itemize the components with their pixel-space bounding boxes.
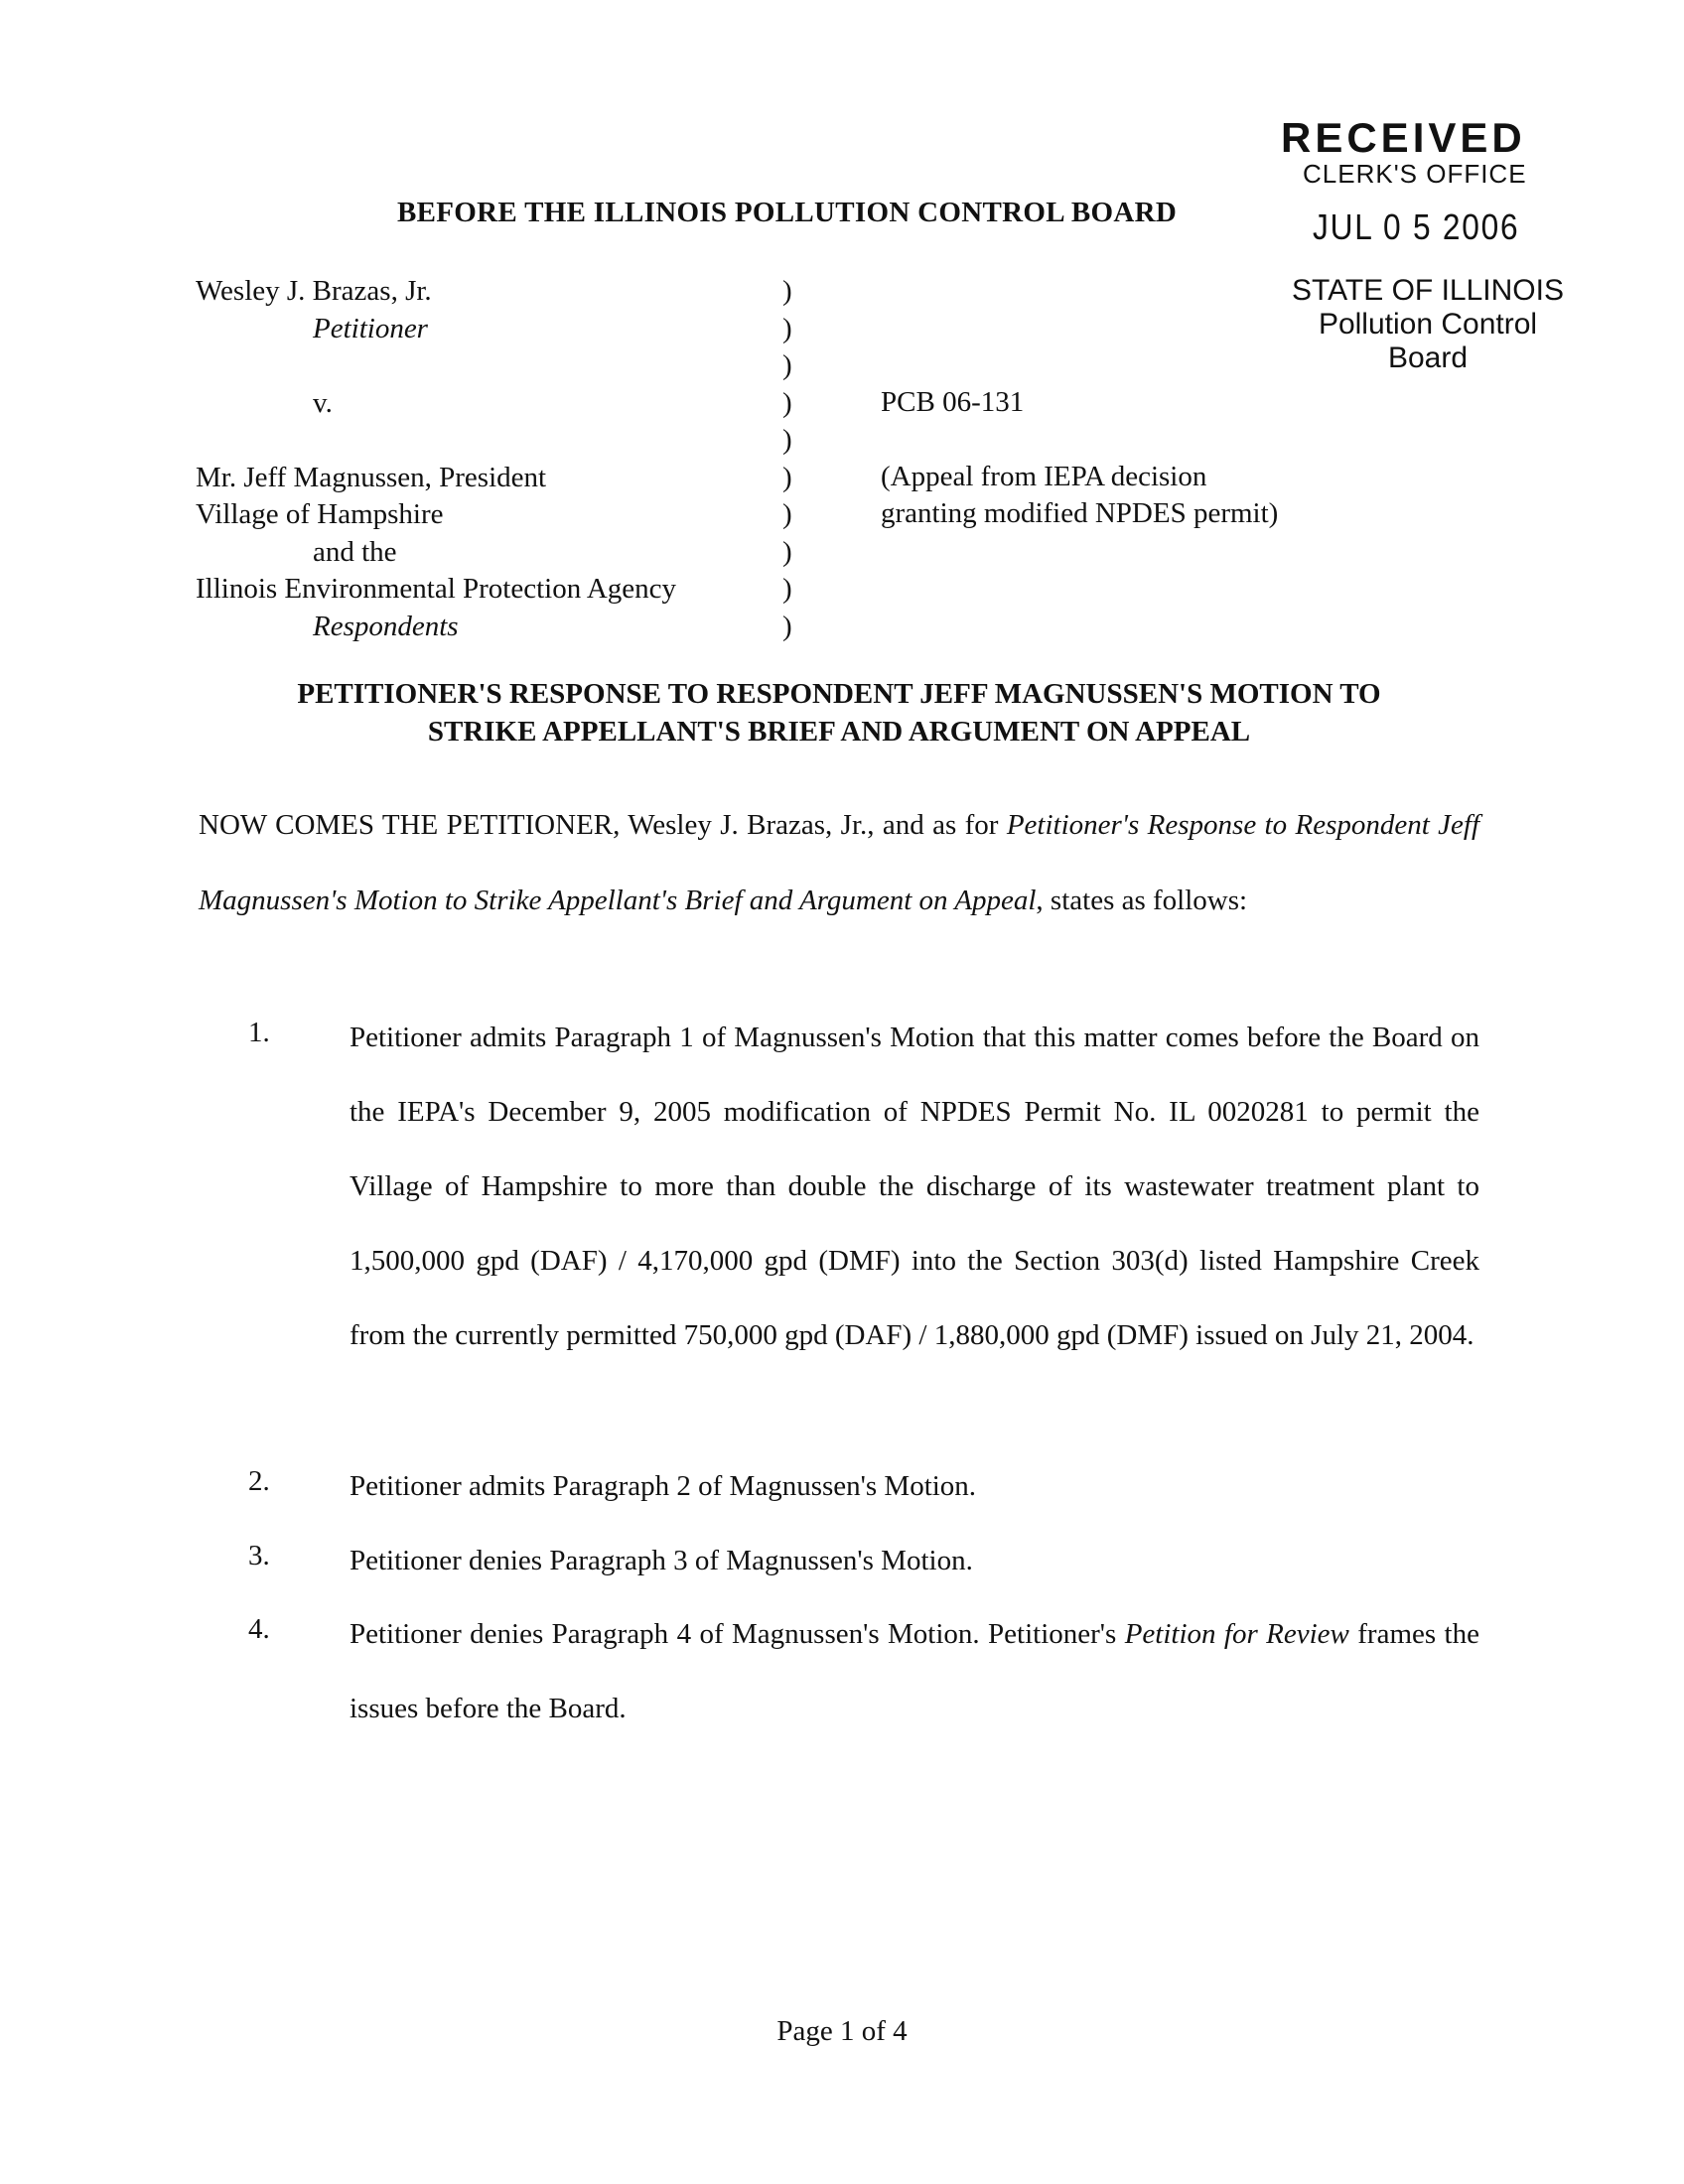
and-the: and the — [313, 535, 397, 568]
intro-text-end: , states as follows: — [1036, 885, 1248, 916]
received-stamp-title: RECEIVED — [1281, 114, 1526, 161]
paragraph-text — [350, 1597, 1479, 1746]
document-heading — [199, 675, 1479, 751]
respondent-magnussen: Mr. Jeff Magnussen, President — [196, 461, 547, 493]
paren: ) — [782, 386, 792, 419]
case-number: PCB 06-131 — [881, 386, 1025, 418]
paren: ) — [782, 349, 792, 381]
respondent-iepa: Illinois Environmental Protection Agency — [196, 573, 677, 605]
paren: ) — [782, 312, 792, 344]
paren: ) — [782, 573, 792, 605]
paren: ) — [782, 610, 792, 642]
received-stamp-clerks-office: CLERK'S OFFICE — [1303, 159, 1527, 189]
received-stamp-agency — [1279, 274, 1577, 375]
paren: ) — [782, 424, 792, 456]
case-caption-parties — [196, 273, 676, 645]
paragraph-number: 1. — [248, 1017, 270, 1048]
stamp-board-line: Pollution Control Board — [1318, 308, 1538, 374]
respondents-role: Respondents — [313, 610, 459, 642]
heading-line-2: STRIKE APPELLANT'S BRIEF AND ARGUMENT ON APPEAL — [427, 716, 1251, 748]
received-stamp-date: JUL 0 5 2006 — [1313, 206, 1520, 247]
paragraph-4-text-start: Petitioner denies Paragraph 4 of Magnussen's Motion. Petitioner's — [350, 1618, 1125, 1650]
petitioner-role: Petitioner — [313, 312, 428, 344]
versus: v. — [313, 386, 333, 419]
stamp-state-line: STATE OF ILLINOIS — [1292, 274, 1564, 307]
paren: ) — [782, 498, 792, 530]
respondent-village: Village of Hampshire — [196, 498, 444, 530]
appeal-description-line-2: granting modified NPDES permit) — [881, 497, 1279, 529]
paragraph-number: 2. — [248, 1465, 270, 1497]
paragraph-4-text-end: frames the issues before the Board. — [350, 1618, 1479, 1724]
intro-text-start: NOW COMES THE PETITIONER, Wesley J. Brazas, Jr., and as for — [199, 809, 1007, 841]
paragraph-text: Petitioner admits Paragraph 1 of Magnussen's Motion that this matter comes before the Board on the IEPA's December 9, 2005 modification of NPDES Permit No. IL 0020281 to permit the Village of Hampshire to more than double the discharge of its wastewater treatment plant to 1,500,000 gpd (DAF) / 4,170,000 gpd (DMF) into the Section 303(d) listed Hampshire Creek from the currently permitted 750,000 gpd (DAF) / 1,880,000 gpd (DMF) issued on July 21, 2004. — [350, 1022, 1479, 1351]
paren: ) — [782, 535, 792, 568]
paragraph-text: Petitioner denies Paragraph 3 of Magnussen's Motion. — [350, 1545, 973, 1576]
heading-line-1: PETITIONER'S RESPONSE TO RESPONDENT JEFF MAGNUSSEN'S MOTION TO — [297, 678, 1381, 710]
intro-motion-title: Petitioner's Response to Respondent Jeff Magnussen's Motion to Strike Appellant's Brief and Argument on Appeal — [199, 809, 1480, 916]
board-title: BEFORE THE ILLINOIS POLLUTION CONTROL BOARD — [397, 197, 1178, 228]
intro-paragraph — [199, 787, 1479, 938]
paragraph-number: 3. — [248, 1540, 270, 1571]
paragraph-text: Petitioner admits Paragraph 2 of Magnussen's Motion. — [350, 1470, 977, 1502]
paragraph-number: 4. — [248, 1613, 270, 1645]
petition-for-review-title: Petition for Review — [1124, 1618, 1349, 1650]
paren: ) — [782, 461, 792, 493]
appeal-description-line-1: (Appeal from IEPA decision — [881, 461, 1207, 492]
petitioner-name: Wesley J. Brazas, Jr. — [196, 275, 432, 307]
page-number: Page 1 of 4 — [776, 2015, 908, 2047]
caption-parentheses — [782, 273, 792, 645]
paren: ) — [782, 275, 792, 307]
